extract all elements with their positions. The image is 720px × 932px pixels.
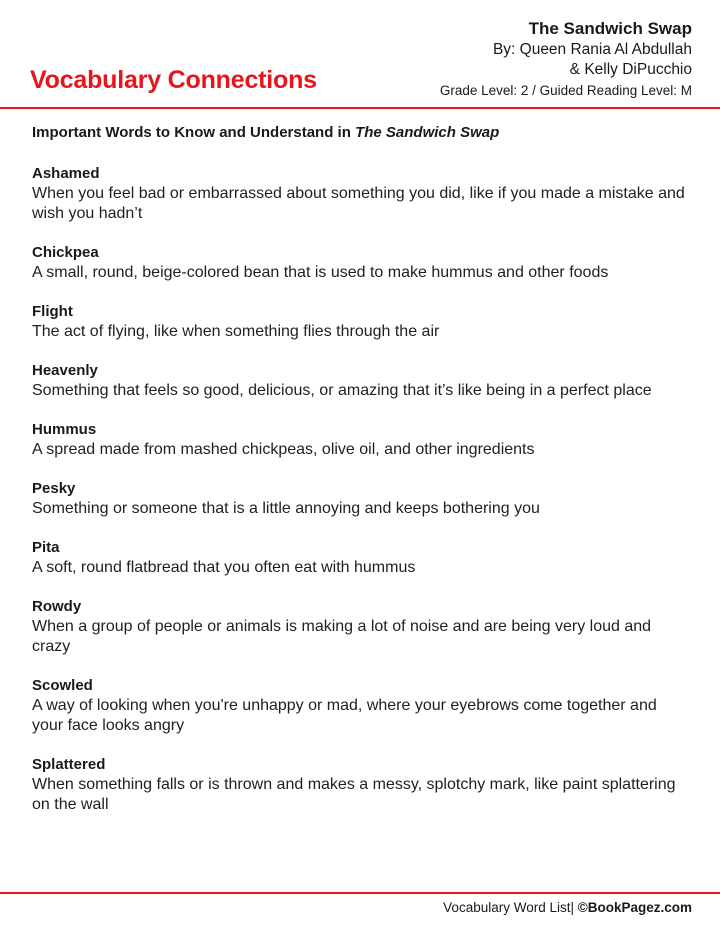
grade-level: Grade Level: 2 / Guided Reading Level: M <box>439 83 692 98</box>
page-header <box>0 0 720 108</box>
vocab-term: Pesky <box>32 480 76 497</box>
vocab-entry-ashamed <box>32 164 692 224</box>
book-info <box>440 18 692 101</box>
intro-book-ref: The Sandwich Swap <box>355 124 500 141</box>
vocabulary-content <box>32 123 692 834</box>
book-title: The Sandwich Swap <box>528 19 692 38</box>
vocab-definition: A soft, round flatbread that you often eat with hummus <box>32 559 416 576</box>
footer-label: Vocabulary Word List <box>443 900 571 915</box>
header-divider <box>0 107 720 109</box>
page-footer <box>443 899 692 917</box>
vocab-definition: A way of looking when you're unhappy or mad, where your eyebrows come together and your face looks angry <box>32 697 657 734</box>
vocab-entry-splattered <box>32 755 692 815</box>
vocab-definition: A spread made from mashed chickpeas, olive oil, and other ingredients <box>32 441 535 458</box>
vocab-definition: Something or someone that is a little annoying and keeps bothering you <box>32 500 540 517</box>
vocab-definition: When a group of people or animals is making a lot of noise and are being very loud and crazy <box>32 618 652 655</box>
vocab-definition: When you feel bad or embarrassed about something you did, like if you made a mistake and wish you hadn’t <box>32 185 685 222</box>
vocab-entry-flight <box>32 302 692 342</box>
footer-divider <box>0 892 720 894</box>
footer-separator: | <box>570 900 578 915</box>
vocab-entry-scowled <box>32 676 692 736</box>
vocab-definition: A small, round, beige-colored bean that is used to make hummus and other foods <box>32 264 609 281</box>
vocab-term: Heavenly <box>32 362 98 379</box>
vocab-definition: The act of flying, like when something flies through the air <box>32 323 440 340</box>
vocab-entry-hummus <box>32 420 692 460</box>
vocab-entry-heavenly <box>32 361 692 401</box>
footer-copyright: ©BookPagez.com <box>577 900 692 915</box>
vocab-term: Pita <box>32 539 60 556</box>
intro-heading <box>32 123 692 143</box>
vocab-term: Flight <box>32 303 73 320</box>
vocab-entry-chickpea <box>32 243 692 283</box>
vocab-term: Splattered <box>32 756 106 773</box>
vocab-term: Scowled <box>32 677 93 694</box>
vocab-term: Hummus <box>32 421 97 438</box>
section-title: Vocabulary Connections <box>30 66 317 94</box>
author-line-1: By: Queen Rania Al Abdullah <box>492 41 692 58</box>
vocab-term: Chickpea <box>32 244 99 261</box>
author-line-2: & Kelly DiPucchio <box>569 61 692 78</box>
vocab-term: Ashamed <box>32 165 100 182</box>
vocab-entry-rowdy <box>32 597 692 657</box>
vocab-entry-pita <box>32 538 692 578</box>
vocab-definition: Something that feels so good, delicious, or amazing that it’s like being in a perfect place <box>32 382 652 399</box>
intro-prefix: Important Words to Know and Understand in <box>32 124 356 141</box>
vocab-term: Rowdy <box>32 598 82 615</box>
vocab-definition: When something falls or is thrown and makes a messy, splotchy mark, like paint splattering on the wall <box>32 776 676 813</box>
vocab-entry-pesky <box>32 479 692 519</box>
